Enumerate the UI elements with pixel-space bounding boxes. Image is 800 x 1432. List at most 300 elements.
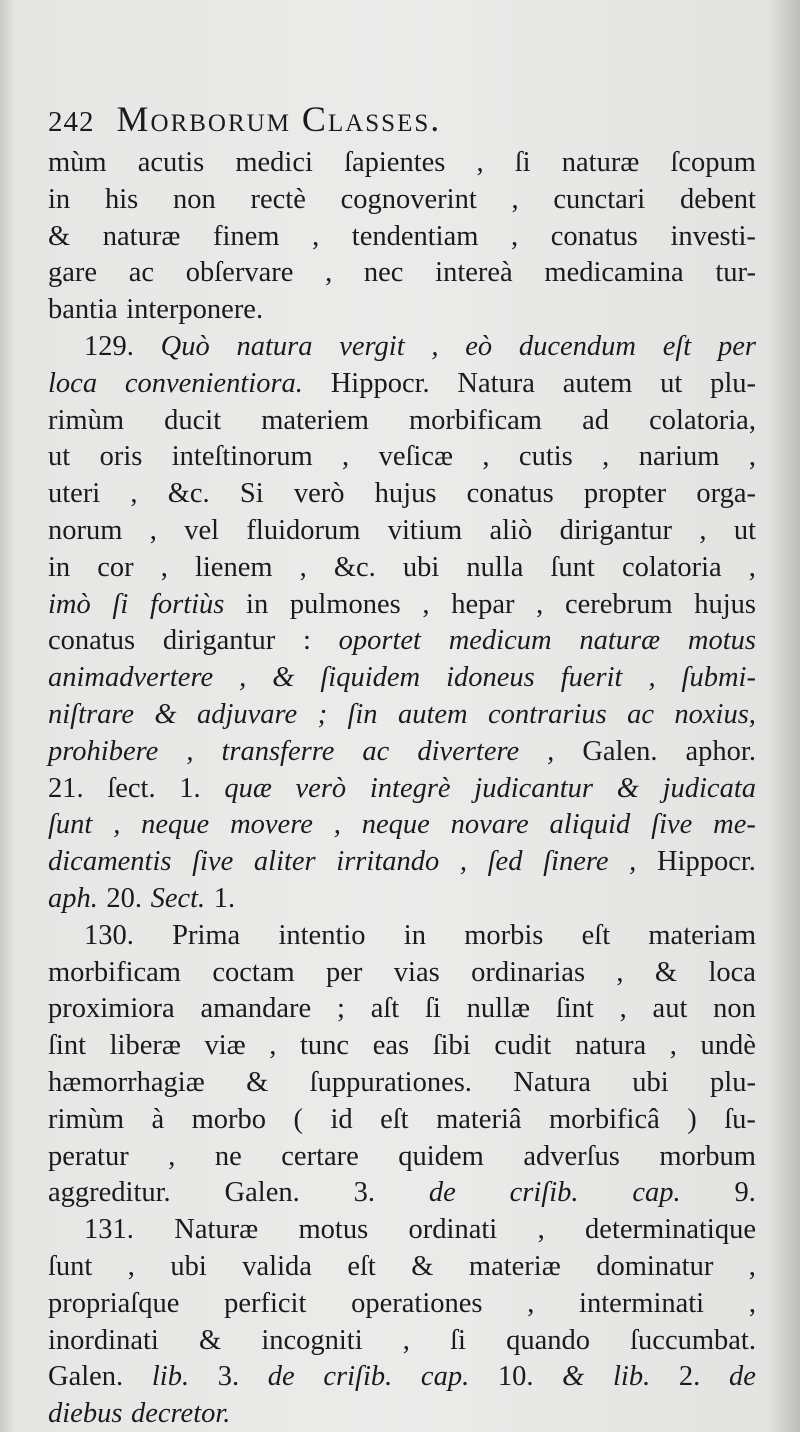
word: animadvertere bbox=[48, 662, 214, 694]
word: medici bbox=[235, 147, 313, 178]
word: idoneus bbox=[446, 662, 535, 694]
word: & bbox=[48, 220, 71, 252]
word: , bbox=[748, 441, 756, 473]
word: pulmones bbox=[289, 588, 401, 620]
page-number: 242 bbox=[48, 106, 95, 138]
text-line bbox=[48, 550, 756, 587]
word: autem bbox=[397, 698, 468, 730]
word: ac bbox=[627, 698, 655, 730]
word: per bbox=[717, 330, 756, 362]
word: 129. bbox=[84, 330, 134, 362]
word: Hippocr. bbox=[656, 846, 756, 878]
text-line bbox=[48, 439, 756, 476]
word: inteſtinorum bbox=[171, 441, 313, 473]
text-line bbox=[48, 587, 756, 624]
word: ſuppurationes. bbox=[309, 1066, 472, 1098]
word: in bbox=[48, 551, 71, 583]
word: vergit bbox=[339, 330, 405, 362]
word: hæmorrhagiæ bbox=[48, 1066, 205, 1098]
word: ſi bbox=[112, 588, 129, 620]
word: cunctari bbox=[553, 183, 646, 215]
text-line bbox=[48, 881, 756, 918]
word: obſervare bbox=[185, 257, 294, 289]
word: ut bbox=[660, 367, 683, 399]
word: , bbox=[459, 846, 467, 878]
word: propter bbox=[583, 478, 667, 510]
word: , bbox=[547, 735, 555, 767]
word: ſi bbox=[450, 1324, 466, 1356]
word: dominatur bbox=[596, 1250, 714, 1282]
word: , bbox=[669, 1030, 677, 1062]
text-line bbox=[48, 292, 756, 329]
word: &c. bbox=[167, 478, 210, 510]
word: adverſus bbox=[523, 1140, 620, 1172]
word: , bbox=[648, 662, 656, 694]
word: neque bbox=[361, 809, 430, 841]
word: ordinati bbox=[408, 1214, 498, 1246]
word: quando bbox=[506, 1324, 590, 1356]
text-line bbox=[48, 991, 756, 1028]
word: lib. bbox=[151, 1361, 190, 1393]
word: rimùm bbox=[48, 1103, 124, 1135]
word: , bbox=[299, 551, 307, 583]
word: ) bbox=[687, 1103, 697, 1135]
word: Si bbox=[239, 478, 264, 510]
word: ut bbox=[48, 441, 71, 473]
text-line bbox=[48, 844, 756, 881]
running-title: Morborum Classes. bbox=[116, 99, 442, 139]
text-line bbox=[48, 734, 756, 771]
word: morbificam bbox=[409, 404, 542, 436]
word: 1. bbox=[179, 772, 201, 804]
word: ubi bbox=[632, 1066, 669, 1098]
word: ducendum bbox=[518, 330, 636, 362]
word: movere bbox=[230, 809, 313, 841]
word: ordinarias bbox=[471, 956, 586, 988]
text-line bbox=[48, 255, 756, 292]
word: oportet bbox=[338, 625, 421, 657]
word: dicamentis bbox=[48, 846, 172, 878]
word: hepar bbox=[451, 588, 515, 620]
word: , bbox=[527, 1287, 535, 1319]
word: morbo bbox=[191, 1103, 267, 1135]
word: , bbox=[402, 1324, 410, 1356]
word: materiæ bbox=[468, 1250, 561, 1282]
word: interminati bbox=[579, 1287, 705, 1319]
word: 130. bbox=[84, 919, 134, 951]
word: , bbox=[127, 1250, 135, 1282]
word: coctam bbox=[212, 956, 295, 988]
word: uteri bbox=[48, 478, 101, 510]
word: fuerit bbox=[560, 662, 623, 694]
word: , bbox=[619, 993, 627, 1025]
word: lienem bbox=[194, 551, 273, 583]
text-line bbox=[48, 1396, 756, 1432]
word: vias bbox=[393, 956, 440, 988]
word: ubi bbox=[402, 551, 440, 583]
word: conatus bbox=[466, 478, 554, 510]
word: incogniti bbox=[261, 1324, 363, 1356]
word: plu- bbox=[710, 367, 756, 399]
word: ſect. bbox=[107, 772, 156, 804]
word: ſed bbox=[487, 846, 523, 878]
word: , bbox=[748, 551, 756, 583]
word: ut bbox=[733, 514, 756, 546]
word: eò bbox=[465, 330, 493, 362]
word: judicantur bbox=[474, 772, 594, 804]
word: eſt bbox=[347, 1250, 376, 1282]
word: 9. bbox=[734, 1177, 756, 1209]
word: materiâ bbox=[436, 1103, 522, 1135]
word: natura bbox=[574, 1030, 647, 1062]
word: medicamina bbox=[544, 257, 684, 289]
word: Galen. bbox=[48, 1361, 124, 1393]
word: & bbox=[246, 1066, 269, 1098]
text-line bbox=[48, 1286, 756, 1323]
text-line bbox=[48, 513, 756, 550]
word: ac bbox=[362, 735, 390, 767]
word: ſunt bbox=[48, 1250, 93, 1282]
word: id bbox=[330, 1103, 353, 1135]
word: ſinere bbox=[543, 846, 609, 878]
word: non bbox=[713, 993, 756, 1025]
word: , bbox=[511, 183, 519, 215]
word: ſive bbox=[651, 809, 693, 841]
text-line bbox=[48, 182, 756, 219]
word: transferre bbox=[221, 735, 335, 767]
word: imò bbox=[48, 588, 91, 620]
word: de bbox=[267, 1361, 295, 1393]
word: ſi bbox=[514, 147, 531, 178]
word: & bbox=[562, 1361, 585, 1393]
word: decretor. bbox=[130, 1398, 231, 1430]
word: & bbox=[198, 1324, 222, 1356]
word: eſt bbox=[380, 1103, 409, 1135]
word: noxius, bbox=[674, 698, 756, 730]
word: Galen. bbox=[582, 735, 658, 767]
word: à bbox=[151, 1103, 165, 1135]
word: peratur bbox=[48, 1140, 129, 1172]
word: dirigantur bbox=[162, 625, 276, 657]
word: , bbox=[168, 1140, 176, 1172]
word: , bbox=[482, 441, 490, 473]
word: verò bbox=[295, 772, 347, 804]
word: , bbox=[699, 514, 707, 546]
word: eſt bbox=[662, 330, 692, 362]
text-line bbox=[48, 329, 756, 366]
word: hujus bbox=[374, 478, 437, 510]
word: non bbox=[172, 183, 216, 215]
word: integrè bbox=[369, 772, 451, 804]
word: autem bbox=[562, 367, 633, 399]
word: diebus bbox=[48, 1398, 123, 1430]
word: propriaſque bbox=[48, 1287, 180, 1319]
word: neque bbox=[141, 809, 210, 841]
word: ſint bbox=[48, 1030, 87, 1062]
word: niſtrare bbox=[48, 698, 135, 730]
word: criſib. bbox=[509, 1177, 579, 1209]
page-header bbox=[48, 101, 756, 145]
word: undè bbox=[700, 1030, 756, 1062]
word: 1. bbox=[213, 882, 236, 914]
word: cap. bbox=[420, 1361, 470, 1393]
word: liberæ bbox=[109, 1030, 181, 1062]
word: aph. bbox=[48, 882, 98, 914]
word: Natura bbox=[513, 1066, 591, 1098]
word: nulla bbox=[466, 551, 524, 583]
word: cap. bbox=[632, 1177, 681, 1209]
word: ; bbox=[337, 993, 345, 1025]
word: acutis bbox=[137, 147, 205, 178]
word: ſiquidem bbox=[320, 662, 421, 694]
word: morbificâ bbox=[548, 1103, 660, 1135]
word: determinatique bbox=[585, 1214, 756, 1246]
word: amandare bbox=[200, 993, 312, 1025]
word: me- bbox=[713, 809, 756, 841]
word: naturæ bbox=[102, 220, 181, 252]
word: 10. bbox=[497, 1361, 534, 1393]
word: aliò bbox=[489, 514, 533, 546]
word: mùm bbox=[48, 147, 107, 178]
word: aut bbox=[652, 993, 688, 1025]
text-line bbox=[48, 771, 756, 808]
word: ( bbox=[293, 1103, 303, 1135]
word: de bbox=[428, 1177, 456, 1209]
word: 3. bbox=[353, 1177, 375, 1209]
word: medicum bbox=[448, 625, 552, 657]
body-text bbox=[48, 145, 756, 1432]
word: ducit bbox=[164, 404, 222, 436]
word: fortiùs bbox=[149, 588, 225, 620]
text-line bbox=[48, 1323, 756, 1360]
text-line bbox=[48, 366, 756, 403]
word: eſt bbox=[581, 919, 611, 951]
word: , bbox=[536, 588, 544, 620]
text-line bbox=[48, 1175, 756, 1212]
word: ubi bbox=[170, 1250, 207, 1282]
word: , bbox=[160, 551, 168, 583]
word: perficit bbox=[224, 1287, 307, 1319]
word: , bbox=[325, 257, 333, 289]
word: Hippocr. bbox=[330, 367, 430, 399]
text-line bbox=[48, 1102, 756, 1139]
text-line bbox=[48, 623, 756, 660]
text-line bbox=[48, 1065, 756, 1102]
word: , bbox=[333, 809, 341, 841]
word: Naturæ bbox=[174, 1214, 259, 1246]
word: cerebrum bbox=[564, 588, 673, 620]
word: 21. bbox=[48, 772, 84, 804]
word: ſin bbox=[347, 698, 378, 730]
word: irritando bbox=[336, 846, 440, 878]
word: ſi bbox=[425, 993, 441, 1025]
text-line bbox=[48, 955, 756, 992]
word: ſive bbox=[192, 846, 234, 878]
word: Sect. bbox=[150, 882, 206, 914]
word: convenientiora. bbox=[124, 367, 303, 399]
word: , bbox=[149, 514, 157, 546]
word: in bbox=[403, 919, 426, 951]
word: 131. bbox=[84, 1214, 134, 1246]
word: motus bbox=[298, 1214, 369, 1246]
word: norum bbox=[48, 514, 123, 546]
word: , bbox=[431, 330, 439, 362]
word: hujus bbox=[694, 588, 756, 620]
word: ; bbox=[317, 698, 328, 730]
word: ne bbox=[214, 1140, 242, 1172]
text-line bbox=[48, 403, 756, 440]
word: tendentiam bbox=[351, 220, 479, 252]
word: aphor. bbox=[685, 735, 756, 767]
text-line bbox=[48, 1028, 756, 1065]
word: natura bbox=[236, 330, 313, 362]
word: quidem bbox=[398, 1140, 484, 1172]
word: vel bbox=[184, 514, 220, 546]
text-line bbox=[48, 918, 756, 955]
word: ad bbox=[582, 404, 609, 436]
word: cognoverint bbox=[340, 183, 477, 215]
word: , bbox=[239, 662, 247, 694]
word: vitium bbox=[387, 514, 463, 546]
word: ſunt bbox=[550, 551, 595, 583]
word: , bbox=[511, 220, 519, 252]
word: ac bbox=[128, 257, 155, 289]
word: his bbox=[104, 183, 139, 215]
word: motus bbox=[687, 625, 756, 657]
word: & bbox=[654, 956, 678, 988]
word: aggreditur. bbox=[48, 1177, 171, 1209]
word: , bbox=[476, 147, 484, 178]
word: ſunt bbox=[48, 809, 93, 841]
word: cutis bbox=[518, 441, 573, 473]
word: rectè bbox=[250, 183, 306, 215]
word: tunc bbox=[300, 1030, 350, 1062]
text-line bbox=[48, 807, 756, 844]
word: &c. bbox=[333, 551, 376, 583]
word: ſubmi- bbox=[681, 662, 756, 694]
word: & bbox=[272, 662, 295, 694]
word: aliter bbox=[253, 846, 316, 878]
word: certare bbox=[281, 1140, 359, 1172]
word: , bbox=[537, 1214, 545, 1246]
word: , bbox=[748, 1250, 756, 1282]
word: , bbox=[422, 588, 430, 620]
word: verò bbox=[293, 478, 345, 510]
word: materiam bbox=[648, 919, 756, 951]
word: rimùm bbox=[48, 404, 124, 436]
word: materiem bbox=[261, 404, 369, 436]
word: loca bbox=[48, 367, 98, 399]
word: in bbox=[246, 588, 269, 620]
word: contrarius bbox=[487, 698, 607, 730]
word: conatus bbox=[550, 220, 638, 252]
word: ſapientes bbox=[344, 147, 446, 178]
word: judicata bbox=[662, 772, 756, 804]
text-line bbox=[48, 476, 756, 513]
word: colatoria bbox=[621, 551, 722, 583]
word: lib. bbox=[613, 1361, 651, 1393]
word: & bbox=[411, 1250, 434, 1282]
word: colatoria, bbox=[649, 404, 756, 436]
text-line bbox=[48, 219, 756, 256]
word: viæ bbox=[204, 1030, 246, 1062]
word: & bbox=[154, 698, 177, 730]
word: Prima bbox=[172, 919, 241, 951]
page-text-block bbox=[48, 101, 756, 1432]
word: operationes bbox=[351, 1287, 483, 1319]
word: de bbox=[728, 1361, 756, 1393]
word: , bbox=[748, 1287, 756, 1319]
word: loca bbox=[708, 956, 756, 988]
text-line bbox=[48, 145, 756, 182]
word: gare bbox=[48, 257, 98, 289]
word: prohibere bbox=[48, 735, 159, 767]
word: morbificam bbox=[48, 956, 181, 988]
word: , bbox=[113, 809, 121, 841]
word: , bbox=[602, 441, 610, 473]
word: fluidorum bbox=[246, 514, 361, 546]
word: ſuccumbat. bbox=[630, 1324, 756, 1356]
word: interponere. bbox=[126, 294, 264, 326]
word: morbum bbox=[659, 1140, 756, 1172]
word: Natura bbox=[457, 367, 535, 399]
word: novare bbox=[450, 809, 529, 841]
word: divertere bbox=[417, 735, 520, 767]
word: quæ bbox=[224, 772, 272, 804]
word: plu- bbox=[710, 1066, 756, 1098]
word: per bbox=[326, 956, 363, 988]
word: 3. bbox=[217, 1361, 240, 1393]
word: naturæ bbox=[579, 625, 661, 657]
word: 2. bbox=[678, 1361, 701, 1393]
text-line bbox=[48, 1212, 756, 1249]
word: Galen. bbox=[224, 1177, 300, 1209]
word: cor bbox=[97, 551, 134, 583]
text-line bbox=[48, 697, 756, 734]
word: tur- bbox=[715, 257, 756, 289]
word: ſcopum bbox=[670, 147, 756, 178]
word: inordinati bbox=[48, 1324, 159, 1356]
text-line bbox=[48, 1249, 756, 1286]
word: criſib. bbox=[323, 1361, 393, 1393]
word: investi- bbox=[670, 220, 756, 252]
word: ſibi bbox=[432, 1030, 471, 1062]
word: eas bbox=[372, 1030, 410, 1062]
word: Quò bbox=[160, 330, 210, 362]
text-line bbox=[48, 660, 756, 697]
word: nullæ bbox=[466, 993, 531, 1025]
word: valida bbox=[242, 1250, 312, 1282]
word: naturæ bbox=[561, 147, 640, 178]
text-line bbox=[48, 1139, 756, 1176]
word: nec bbox=[363, 257, 404, 289]
word: orga- bbox=[696, 478, 756, 510]
word: & bbox=[616, 772, 639, 804]
word: oris bbox=[99, 441, 143, 473]
word: , bbox=[616, 956, 624, 988]
word: cudit bbox=[494, 1030, 552, 1062]
word: , bbox=[629, 846, 637, 878]
word: intentio bbox=[278, 919, 366, 951]
word: ſu- bbox=[724, 1103, 756, 1135]
word: , bbox=[312, 220, 320, 252]
word: debent bbox=[679, 183, 756, 215]
word: dirigantur bbox=[559, 514, 673, 546]
word: : bbox=[302, 625, 311, 657]
word: proximiora bbox=[48, 993, 175, 1025]
word: adjuvare bbox=[196, 698, 298, 730]
word: veſicæ bbox=[378, 441, 453, 473]
